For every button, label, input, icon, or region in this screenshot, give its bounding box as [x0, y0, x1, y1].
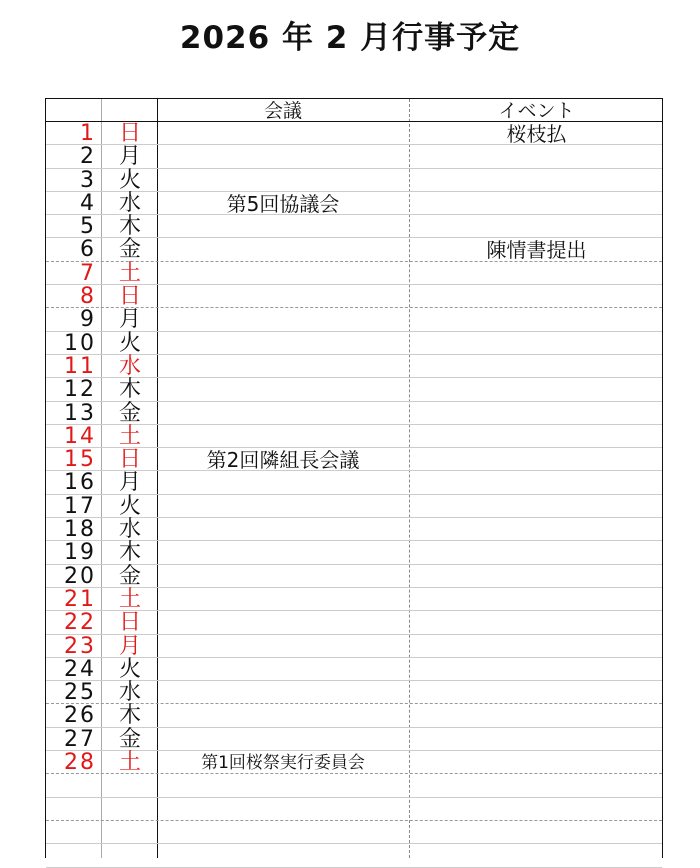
meeting-cell [157, 471, 409, 494]
meeting-cell: 第5回協議会 [226, 191, 340, 216]
event-cell [409, 308, 664, 331]
table-row [46, 635, 662, 658]
table-row [46, 355, 662, 378]
day-of-week: 木 [118, 540, 141, 566]
event-cell [409, 355, 664, 378]
meeting-cell [157, 541, 409, 564]
event-cell [409, 145, 664, 168]
meeting-cell [157, 122, 409, 145]
event-cell [409, 192, 664, 215]
event-cell [409, 658, 664, 681]
table-row [46, 495, 662, 518]
day-number: 13 [64, 400, 96, 426]
event-cell [409, 378, 664, 401]
meeting-cell [157, 332, 409, 355]
day-number: 5 [80, 214, 96, 240]
day-of-week: 土 [118, 260, 141, 286]
event-cell [409, 821, 664, 844]
header-event: イベント [498, 100, 575, 122]
day-number: 14 [64, 423, 96, 449]
table-row [46, 798, 662, 821]
table-row [46, 122, 662, 145]
day-of-week: 火 [118, 167, 141, 193]
day-number: 23 [64, 633, 96, 659]
day-of-week: 月 [118, 633, 141, 659]
event-cell: 桜枝払 [506, 122, 567, 146]
event-cell [409, 169, 664, 192]
day-of-week: 木 [118, 377, 141, 403]
day-of-week: 火 [118, 656, 141, 682]
table-body [46, 122, 662, 868]
table-row [46, 774, 662, 797]
day-number [46, 798, 96, 821]
day-number: 26 [64, 703, 96, 729]
meeting-cell [157, 495, 409, 518]
day-of-week [103, 821, 157, 844]
day-number: 20 [64, 563, 96, 589]
event-cell [409, 402, 664, 425]
meeting-cell [157, 215, 409, 238]
meeting-cell [157, 262, 409, 285]
day-number: 2 [80, 144, 96, 170]
day-of-week: 日 [118, 284, 141, 310]
meeting-cell [157, 355, 409, 378]
event-cell [409, 844, 664, 867]
event-cell [409, 495, 664, 518]
day-number: 22 [64, 610, 96, 636]
day-of-week [103, 774, 157, 797]
table-row [46, 285, 662, 308]
header-meeting: 会議 [263, 100, 302, 122]
table-row [46, 681, 662, 704]
meeting-cell [157, 611, 409, 634]
meeting-cell [157, 238, 409, 261]
event-cell [409, 262, 664, 285]
meeting-cell [157, 565, 409, 588]
page-title: 2026 年 2 月行事予定 [179, 20, 521, 56]
table-row [46, 448, 662, 471]
day-of-week [103, 798, 157, 821]
day-number: 9 [80, 307, 96, 333]
table-row [46, 425, 662, 448]
event-cell [409, 518, 664, 541]
day-of-week: 水 [118, 517, 141, 543]
day-of-week: 木 [118, 214, 141, 240]
day-number: 17 [64, 493, 96, 519]
meeting-cell [157, 402, 409, 425]
meeting-cell [157, 728, 409, 751]
meeting-cell [157, 588, 409, 611]
table-row [46, 308, 662, 331]
table-row [46, 332, 662, 355]
meeting-cell [157, 308, 409, 331]
event-cell [409, 681, 664, 704]
day-number: 10 [64, 330, 96, 356]
meeting-cell: 第2回隣組長会議 [206, 448, 360, 473]
day-of-week: 月 [118, 307, 141, 333]
day-of-week: 金 [118, 400, 141, 426]
event-cell [409, 541, 664, 564]
day-of-week: 土 [118, 586, 141, 612]
day-number: 12 [64, 377, 96, 403]
meeting-cell [157, 844, 409, 867]
day-number: 28 [64, 750, 96, 776]
event-cell [409, 611, 664, 634]
table-row [46, 518, 662, 541]
event-cell [409, 774, 664, 797]
table-row [46, 192, 662, 215]
table-row [46, 471, 662, 494]
meeting-cell [157, 821, 409, 844]
day-of-week: 火 [118, 330, 141, 356]
table-row [46, 611, 662, 634]
table-row [46, 658, 662, 681]
day-number: 15 [64, 447, 96, 473]
event-cell [409, 285, 664, 308]
event-cell [409, 728, 664, 751]
event-cell [409, 751, 664, 774]
day-of-week: 土 [118, 750, 141, 776]
table-header [46, 99, 662, 122]
table-row [46, 844, 662, 867]
table-row [46, 821, 662, 844]
day-number: 1 [80, 121, 96, 146]
day-number: 27 [64, 726, 96, 752]
meeting-cell [157, 285, 409, 308]
event-cell [409, 448, 664, 471]
meeting-cell: 第1回桜祭実行委員会 [201, 753, 365, 774]
day-number: 6 [80, 237, 96, 263]
table-row [46, 704, 662, 727]
meeting-cell [157, 798, 409, 821]
day-of-week: 日 [118, 610, 141, 636]
meeting-cell [157, 518, 409, 541]
day-number [46, 844, 96, 867]
day-of-week: 水 [118, 190, 141, 216]
day-of-week: 金 [118, 726, 141, 752]
table-row [46, 169, 662, 192]
table-row [46, 541, 662, 564]
day-of-week: 月 [118, 470, 141, 496]
event-cell [409, 798, 664, 821]
event-cell [409, 471, 664, 494]
meeting-cell [157, 378, 409, 401]
event-cell [409, 215, 664, 238]
day-number: 4 [80, 190, 96, 216]
day-number: 19 [64, 540, 96, 566]
day-of-week: 日 [118, 121, 141, 146]
day-number: 7 [80, 260, 96, 286]
event-cell [409, 704, 664, 727]
schedule-table [45, 98, 663, 858]
day-of-week: 金 [118, 563, 141, 589]
table-row [46, 402, 662, 425]
event-cell [409, 565, 664, 588]
meeting-cell [157, 704, 409, 727]
table-row [46, 751, 662, 774]
table-row [46, 588, 662, 611]
table-row [46, 565, 662, 588]
day-of-week: 水 [118, 353, 141, 379]
meeting-cell [157, 425, 409, 448]
day-of-week [103, 844, 157, 867]
event-cell [409, 588, 664, 611]
meeting-cell [157, 169, 409, 192]
event-cell [409, 635, 664, 658]
day-number: 16 [64, 470, 96, 496]
day-number: 8 [80, 284, 96, 310]
day-of-week: 水 [118, 680, 141, 706]
event-cell [409, 332, 664, 355]
day-of-week: 木 [118, 703, 141, 729]
table-row [46, 262, 662, 285]
meeting-cell [157, 658, 409, 681]
table-row [46, 238, 662, 261]
day-number: 11 [64, 353, 96, 379]
day-number [46, 821, 96, 844]
meeting-cell [157, 145, 409, 168]
day-number: 25 [64, 680, 96, 706]
meeting-cell [157, 681, 409, 704]
table-row [46, 215, 662, 238]
day-of-week: 月 [118, 144, 141, 170]
table-row [46, 145, 662, 168]
table-row [46, 378, 662, 401]
day-of-week: 金 [118, 237, 141, 263]
meeting-cell [157, 635, 409, 658]
day-of-week: 土 [118, 423, 141, 449]
day-number: 21 [64, 586, 96, 612]
day-of-week: 日 [118, 447, 141, 473]
event-cell: 陳情書提出 [486, 238, 587, 263]
day-number: 24 [64, 656, 96, 682]
meeting-cell [157, 774, 409, 797]
event-cell [409, 425, 664, 448]
day-of-week: 火 [118, 493, 141, 519]
table-row [46, 728, 662, 751]
day-number: 3 [80, 167, 96, 193]
day-number [46, 774, 96, 797]
day-number: 18 [64, 517, 96, 543]
